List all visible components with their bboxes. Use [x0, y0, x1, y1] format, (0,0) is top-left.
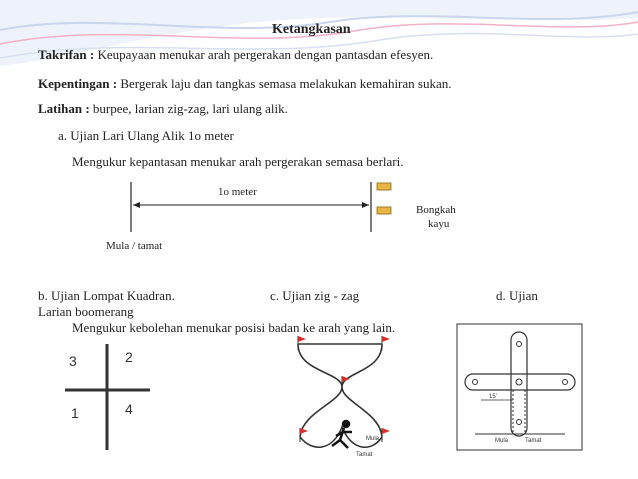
quadrant-label: 4	[125, 401, 133, 417]
section-b-heading: b. Ujian Lompat Kuadran.	[38, 288, 175, 303]
section-a-description: Mengukur kepantasan menukar arah pergerakan semasa berlari.	[72, 154, 404, 169]
takrifan-text: Keupayaan menukar arah pergerakan dengan pantasdan efesyen.	[97, 47, 434, 62]
wooden-block	[377, 207, 391, 214]
section-d-heading: d. Ujian	[496, 288, 538, 303]
takrifan-row	[38, 47, 433, 63]
boomerang-run-figure	[455, 322, 585, 454]
section-d-heading-2: Larian boomerang	[38, 304, 134, 319]
kepentingan-label: Kepentingan :	[38, 76, 118, 91]
section-c-heading: c. Ujian zig - zag	[270, 288, 360, 303]
boomerang-distance-label: 15'	[489, 394, 497, 400]
boomerang-finish-label: Tamat	[525, 438, 542, 444]
section-b-description: Mengukur kebolehan menukar posisi badan ke arah yang lain.	[72, 320, 396, 335]
boomerang-start-label: Mula	[495, 438, 509, 444]
quadrant-jump-figure	[55, 340, 165, 455]
quadrant-label: 2	[125, 349, 133, 365]
flag-icon	[300, 428, 308, 442]
distance-label: 1o meter	[218, 186, 257, 198]
kepentingan-row	[38, 76, 452, 92]
section-a-heading: a. Ujian Lari Ulang Alik 1o meter	[58, 128, 234, 143]
latihan-text: burpee, larian zig-zag, lari ulang alik.	[92, 101, 288, 116]
start-finish-label: Mula / tamat	[106, 240, 163, 252]
block-label-2: kayu	[428, 218, 450, 230]
latihan-row	[38, 101, 288, 117]
flag-icon	[298, 336, 306, 350]
zigzag-run-figure	[282, 332, 412, 462]
wooden-block	[377, 183, 391, 190]
page-title: Ketangkasan	[272, 22, 351, 37]
kepentingan-text: Bergerak laju dan tangkas semasa melakukan kemahiran sukan.	[120, 76, 452, 91]
zigzag-finish-label: Tamat	[356, 452, 373, 458]
flag-icon	[382, 428, 390, 442]
takrifan-label: Takrifan :	[38, 47, 95, 62]
quadrant-label: 1	[71, 405, 79, 421]
block-label: Bongkah	[416, 204, 456, 216]
zigzag-start-label: Mula	[366, 436, 380, 442]
runner-icon	[332, 421, 352, 448]
latihan-label: Latihan :	[38, 101, 90, 116]
quadrant-label: 3	[69, 353, 77, 369]
flag-icon	[382, 336, 390, 350]
